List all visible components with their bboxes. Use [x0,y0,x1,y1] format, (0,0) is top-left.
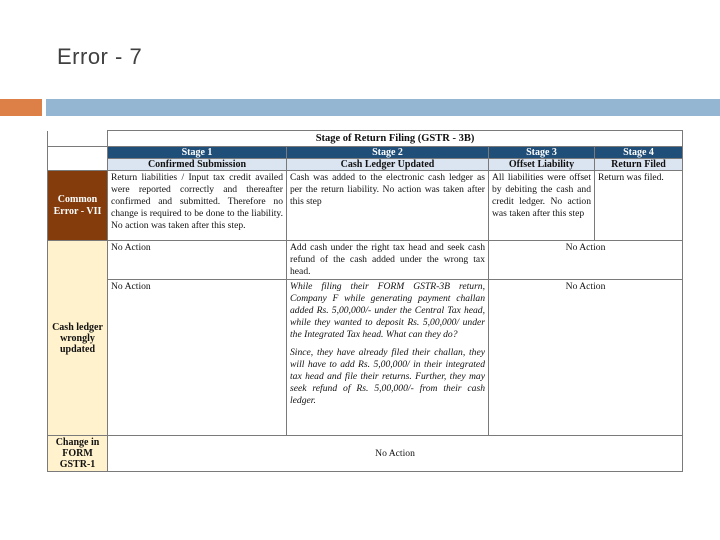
change-gstr1-value: No Action [108,436,683,472]
table-caption: Stage of Return Filing (GSTR - 3B) [108,131,683,147]
accent-bar-blue [46,99,720,116]
common-error-stage-3: All liabilities were offset by debiting the cash and credit ledger. No action was taken after this step [489,171,595,241]
cash-ledger-a-stage-1: No Action [108,241,287,280]
cash-ledger-b-stage-1: No Action [108,280,287,436]
stage-3-subheader: Offset Liability [489,159,595,171]
cash-ledger-b-stage-2 [287,280,489,436]
stage-1-header: Stage 1 [108,147,287,159]
cash-ledger-b-stage-3-4: No Action [489,280,683,436]
table-corner-cell [48,131,108,147]
return-filing-table-container [47,130,682,472]
example-question: While filing their FORM GSTR-3B return, Company F while generating payment challan added Rs. 5,00,000/- under the Central Tax head, while they wanted to deposit Rs. 5,00,000/ under the Integrated Tax head. What can they do? [290,281,485,340]
return-filing-table [47,130,683,472]
common-error-stage-4: Return was filed. [595,171,683,241]
stage-2-header: Stage 2 [287,147,489,159]
cash-ledger-a-stage-2: Add cash under the right tax head and seek cash refund of the cash added under the wrong tax head. [287,241,489,280]
common-error-stage-2: Cash was added to the electronic cash ledger as per the return liability. No action was taken after this step [287,171,489,241]
table-row [48,436,683,472]
cash-ledger-a-stage-3-4: No Action [489,241,683,280]
stage-1-subheader: Confirmed Submission [108,159,287,171]
row-label-cash-ledger: Cash ledger wrongly updated [48,241,108,436]
table-corner-cell-2 [48,147,108,159]
row-label-change-gstr1: Change in FORM GSTR-1 [48,436,108,472]
example-answer: Since, they have already filed their challan, they will have to add Rs. 5,00,000/ in their integrated tax head and file their returns. Further, they may seek refund of Rs. 5,00,000/- from their cash ledger. [290,347,485,406]
slide-title: Error - 7 [57,44,143,69]
table-row [48,241,683,280]
stage-3-header: Stage 3 [489,147,595,159]
row-label-common-error: Common Error - VII [48,171,108,241]
table-row [48,171,683,241]
common-error-stage-1: Return liabilities / Input tax credit availed were reported correctly and thereafter confirmed and submitted. Therefore no change is required to be done to the liability. No action was taken after this step. [108,171,287,241]
stage-4-header: Stage 4 [595,147,683,159]
table-row [48,280,683,436]
stage-4-subheader: Return Filed [595,159,683,171]
table-corner-cell-3 [48,159,108,171]
stage-2-subheader: Cash Ledger Updated [287,159,489,171]
accent-bar-orange [0,99,42,116]
